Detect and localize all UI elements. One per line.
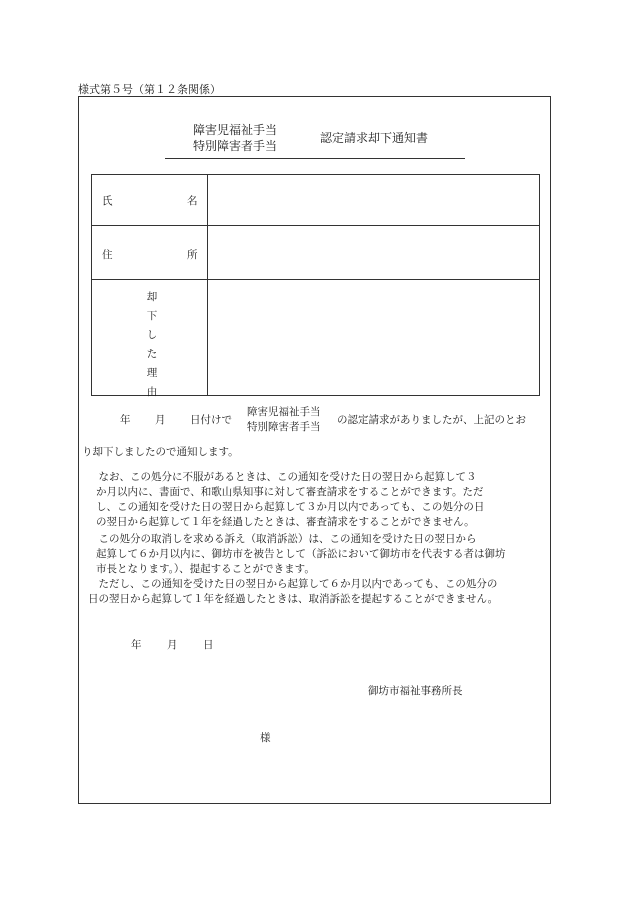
notice-line: し、この通知を受けた日の翌日から起算して３か月以内であっても、この処分の日 [96, 501, 485, 513]
body-allowance-line-1: 障害児福祉手当 [247, 406, 321, 418]
notice-line: 市長となります。）、提起することができます。 [96, 563, 315, 575]
body-date-day-suffix: 日付けで [190, 414, 232, 426]
reason-label-char: 下 [146, 310, 158, 322]
name-label-part-2: 名 [187, 195, 198, 207]
body-sentence-tail: の認定請求がありましたが、上記のとお [337, 414, 526, 426]
rejection-reason-field [208, 280, 539, 395]
reason-label-char: 由 [146, 386, 158, 398]
body-sentence-line-2: り却下しましたので通知します。 [82, 446, 239, 458]
notice-line: の翌日から起算して１年を経過したときは、審査請求をすることができません。 [96, 516, 475, 528]
notice-line: 日の翌日から起算して１年を経過したときは、取消訴訟を提起することができません。 [88, 593, 499, 605]
body-date-year: 年 [120, 414, 131, 426]
addressee-suffix: 様 [260, 732, 271, 744]
reason-label-char: た [146, 348, 158, 360]
name-label-part-1: 氏 [102, 195, 113, 207]
address-field [208, 226, 539, 279]
issuer-name: 御坊市福祉事務所長 [368, 685, 463, 697]
notice-line: なお、この処分に不服があるときは、この通知を受けた日の翌日から起算して３ [88, 471, 477, 483]
reason-label-char: 却 [146, 291, 158, 303]
footer-date-month: 月 [167, 639, 178, 651]
body-allowance-line-2: 特別障害者手当 [247, 421, 321, 433]
recipient-info-table [91, 174, 540, 396]
title-underline [165, 158, 465, 159]
document-title: 認定請求却下通知書 [320, 131, 429, 145]
body-date-month: 月 [155, 414, 166, 426]
reason-label-char: し [146, 329, 158, 341]
address-label-part-1: 住 [102, 249, 113, 261]
notice-line: か月以内に、書面で、和歌山県知事に対して審査請求をすることができます。ただ [96, 486, 484, 498]
form-number-label: 様式第５号（第１２条関係） [78, 83, 221, 96]
notice-line: ただし、この通知を受けた日の翌日から起算して６か月以内であっても、この処分の [88, 578, 498, 590]
address-label-part-2: 所 [187, 249, 198, 261]
name-field [208, 175, 539, 225]
footer-date-year: 年 [131, 639, 142, 651]
notice-line: この処分の取消しを求める訴え（取消訴訟）は、この通知を受けた日の翌日から [88, 533, 477, 545]
footer-date-day: 日 [203, 639, 214, 651]
title-allowance-line-1: 障害児福祉手当 [193, 123, 278, 137]
notice-line: 起算して６か月以内に、御坊市を被告として（訴訟において御坊市を代表する者は御坊 [96, 548, 506, 560]
title-allowance-line-2: 特別障害者手当 [193, 139, 278, 153]
reason-label-char: 理 [146, 367, 158, 379]
